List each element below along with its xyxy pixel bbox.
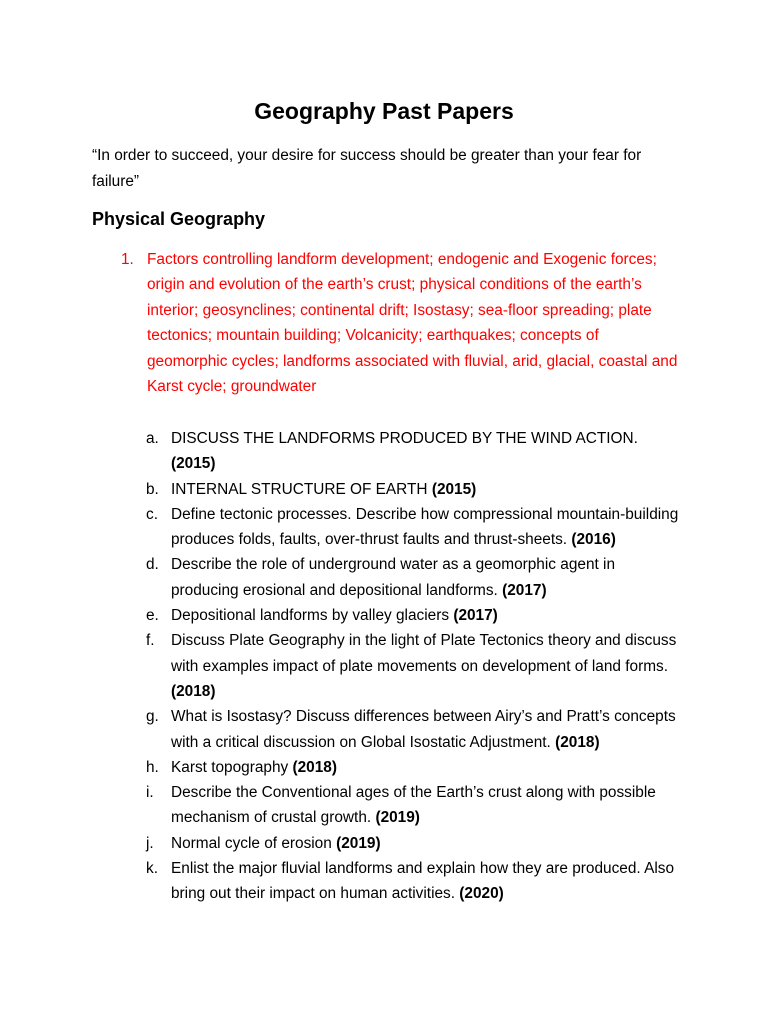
question-text: INTERNAL STRUCTURE OF EARTH	[171, 480, 428, 498]
question-year: (2019)	[336, 834, 381, 852]
question-letter: g.	[146, 708, 159, 726]
question-text: Enlist the major fluvial landforms and explain how they are produced. Also bring out their impact on human activities.	[171, 860, 675, 903]
question-item	[146, 780, 686, 831]
question-letter: k.	[146, 860, 158, 878]
question-letter: i.	[146, 784, 154, 802]
question-text: Karst topography	[171, 758, 289, 776]
question-item	[146, 502, 686, 553]
question-item	[146, 477, 686, 502]
question-text: DISCUSS THE LANDFORMS PRODUCED BY THE WIND ACTION.	[171, 430, 638, 447]
section-heading: Physical Geography	[92, 209, 266, 229]
topic-text: Factors controlling landform development; endogenic and Exogenic forces; origin and evolution of the earth’s crust; physical conditions of the earth’s interior; geosynclines; continental drift; Isostasy; sea-floor spreading; plate tectonics; mountain building; Volcanicity; earthquakes; concepts of geomorphic cycles; landforms associated with fluvial, arid, glacial, coastal and Karst cycle; groundwater	[147, 251, 678, 396]
question-year: (2015)	[431, 480, 477, 498]
question-letter: j.	[146, 834, 154, 852]
question-year: (2018)	[555, 733, 600, 751]
question-letter: b.	[146, 480, 159, 498]
question-letter: h.	[146, 758, 159, 776]
question-item	[146, 704, 686, 755]
question-year: (2015)	[171, 455, 216, 473]
question-text: What is Isostasy? Discuss differences between Airy’s and Pratt’s concepts with a critical discussion on Global Isostatic Adjustment.	[171, 708, 676, 751]
question-year: (2018)	[292, 758, 337, 776]
question-text: Describe the role of underground water as a geomorphic agent in producing erosional and depositional landforms.	[171, 556, 616, 599]
syllabus-topic	[121, 247, 681, 399]
question-letter: f.	[146, 632, 155, 650]
question-year: (2018)	[171, 682, 216, 700]
question-item	[146, 426, 686, 477]
question-text: Define tectonic processes. Describe how compressional mountain-building produces folds, faults, over-thrust faults and thrust-sheets.	[171, 505, 679, 549]
topic-number: 1.	[121, 251, 134, 268]
question-letter: c.	[146, 505, 158, 523]
question-item	[146, 831, 686, 856]
question-letter: d.	[146, 556, 159, 574]
document-title: Geography Past Papers	[254, 98, 514, 124]
question-year: (2017)	[502, 581, 547, 599]
question-year: (2019)	[375, 809, 420, 827]
question-item	[146, 603, 686, 628]
question-item	[146, 628, 686, 704]
question-letter: e.	[146, 607, 159, 625]
question-item	[146, 755, 686, 780]
question-year: (2017)	[453, 607, 498, 625]
question-item	[146, 856, 686, 907]
question-text: Describe the Conventional ages of the Earth’s crust along with possible mechanism of crustal growth.	[171, 784, 656, 827]
motivational-quote: “In order to succeed, your desire for success should be greater than your fear for failure”	[92, 147, 642, 190]
question-letter: a.	[146, 430, 159, 447]
question-list	[146, 426, 686, 907]
question-text: Discuss Plate Geography in the light of Plate Tectonics theory and discuss with examples impact of plate movements on development of land forms.	[171, 632, 677, 675]
question-text: Normal cycle of erosion	[171, 834, 332, 852]
question-item	[146, 552, 686, 603]
question-year: (2016)	[571, 531, 616, 549]
question-text: Depositional landforms by valley glaciers	[171, 607, 450, 625]
question-year: (2020)	[459, 885, 504, 903]
